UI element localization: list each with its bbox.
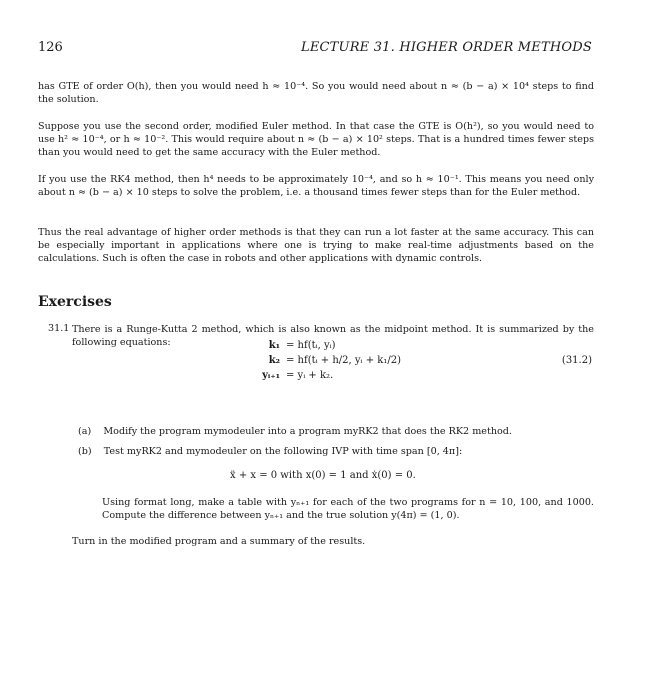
equation-label: (31.2) (561, 355, 592, 366)
equation-2-lhs: k₂ (268, 355, 280, 366)
instructions-text: Using format long, make a table with yₙ₊₁ for each of the two programs for n = 10, 100, and 1000. Compute the difference between yₙ₊₁ and the true solution y(4π) = (1, 0). (102, 497, 594, 522)
equation-1-lhs: k₁ (268, 340, 280, 351)
ivp-equation: ẍ + x = 0 with x(0) = 1 and ẋ(0) = 0. (230, 470, 416, 481)
paragraph-4 (38, 226, 594, 266)
paragraph-3 (38, 173, 594, 199)
paragraph-1-text: has GTE of order O(h), then you would need h ≈ 10⁻⁴. So you would need about n ≈ (b − a) × 10⁴ steps to find the solution. (38, 81, 594, 106)
equation-1-rhs: = hf(tᵢ, yᵢ) (286, 340, 336, 351)
paragraph-4-text: Thus the real advantage of higher order methods is that they can run a lot faster at the same accuracy. This can be especially important in applications where one is trying to make real-time adjustments based on the calculations. Such is often the case in robots and other applications with dynamic controls. (38, 227, 594, 265)
exercise-number: 31.1 (48, 323, 70, 334)
closing-instruction: Turn in the modified program and a summary of the results. (72, 536, 366, 547)
paragraph-2-text: Suppose you use the second order, modified Euler method. In that case the GTE is O(h²), so you would need to use h² ≈ 10⁻⁴, or h ≈ 10⁻². This would require about n ≈ (b − a) × 10² steps. That is a hundred times fewer steps than you would need to get the same accuracy with the Euler method. (38, 121, 594, 159)
part-b (78, 446, 462, 457)
part-a-text: Modify the program mymodeuler into a program myRK2 that does the RK2 method. (103, 426, 512, 437)
equation-3-lhs: yᵢ₊₁ (262, 370, 280, 381)
running-title: LECTURE 31. HIGHER ORDER METHODS (301, 40, 592, 55)
paragraph-3-text: If you use the RK4 method, then h⁴ needs to be approximately 10⁻⁴, and so h ≈ 10⁻¹. This means you need only about n ≈ (b − a) × 10 steps to solve the problem, i.e. a thousand times fewer steps than for the Euler method. (38, 174, 594, 199)
part-a-label: (a) (78, 426, 92, 437)
exercises-heading: Exercises (38, 294, 112, 310)
page-number: 126 (38, 40, 63, 55)
part-a (78, 426, 512, 437)
paragraph-1 (38, 80, 594, 106)
part-b-text: Test myRK2 and mymodeuler on the following IVP with time span [0, 4π]: (103, 446, 463, 457)
equation-3-rhs: = yᵢ + k₂. (286, 370, 334, 381)
exercise-intro: There is a Runge-Kutta 2 method, which is also known as the midpoint method. It is summarized by the following equations: (72, 324, 594, 349)
part-b-label: (b) (78, 446, 92, 457)
equation-2-rhs: = hf(tᵢ + h/2, yᵢ + k₁/2) (286, 355, 401, 366)
paragraph-2 (38, 120, 594, 160)
